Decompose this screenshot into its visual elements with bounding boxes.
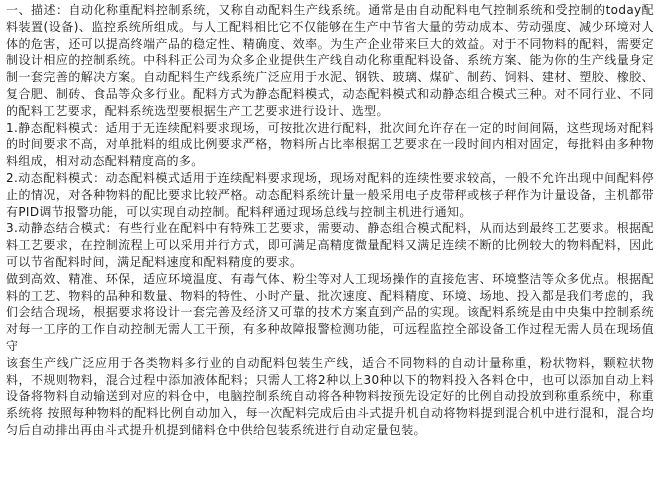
dynamic-mode-paragraph: 2.动态配料模式：动态配料模式适用于连续配料要求现场，现场对配料的连续性要求较高，一般不允许出现中间配料停止的情况，对各种物料的配比要求比较严格。动态配料系统计量一般采用电子皮带秤或核子秤作为计量设备，主机都带有PID调节报警功能，可以实现自动控制。配料秤通过现场总线与控制主机进行通知。 <box>6 170 654 219</box>
application-paragraph: 该套生产线广泛应用于各类物料多行业的自动配料包装生产线，适合不同物料的自动计量称重，粉状物料，颗粒状物料，不规则物料，混合过程中添加液体配料；只需人工将2种以上30种以下的物料投入各料仓中，也可以添加自动上料设备将物料自动输送到对应的料仓中，电脑控制系统自动将各种物料按预先设定好的比例自动投放到称重系统中，称重系统将 按照每种物料的配料比例自动加入，每一次配料完成后由斗式提升机自动将物料提到混合机中进行混和，混合均匀后自动排出再由斗式提升机提到储料仓中供给包装系统进行自动定量包装。 <box>6 355 654 437</box>
combined-mode-paragraph: 3.动静态结合模式：有些行业在配料中有特殊工艺要求，需要动、静态组合模式配料，从而达到最终工艺要求。根据配料工艺要求，在控制流程上可以采用并行方式，即可满足高精度微量配料又满足连续不断的比例较大的物料配料，因此可以节省配料时间，满足配料速度和配料精度的要求。 <box>6 221 654 269</box>
intro-paragraph: 一、描述：自动化称重配料控制系统，又称自动配料生产线系统。通常是由自动配料电气控制系统和受控制的today配料装置(设备)、监控系统所组成。与人工配料相比它不仅能够在生产中节省大量的劳动成本、劳动强度、减少环境对人体的危害，还可以提高终端产品的稳定性、精确度、效率。为生产企业带来巨大的效益。对于不同物料的配料，需要定制设计相应的控制系统。中科科正公司为众多企业提供生产线自动化称重配料设备、系统方案、能为你的生产线量身定制一套完善的解决方案。自动配料生产线系统广泛应用于水泥、钢铁、玻璃、煤矿、制药、饲料、建材、塑胶、橡胶、复合肥、制砖、食品等众多行业。配料方式为静态配料模式，动态配料模式和动静态组合模式三种。对不同行业、不同的配料工艺要求，配料系统选型要根据生产工艺要求进行设计、选型。 <box>6 3 654 118</box>
static-mode-paragraph: 1.静态配料模式：适用于无连续配料要求现场，可按批次进行配料，批次间允许存在一定的时间间隔，这些现场对配料的时间要求不高，对单批料的组成比例要求严格，物料所占比率根据工艺要求在一段时间内相对固定，每批料由多种物料组成，相对动态配料精度高的多。 <box>6 120 654 169</box>
advantages-paragraph: 做到高效、精准、环保，适应环境温度、有毒气体、粉尘等对人工现场操作的直接危害、环境整洁等众多优点。根据配料的工艺、物料的品种和数量、物料的特性、小时产量、批次速度、配料精度、环境、场地、投入都是我们考虑的，我们会结合现场，根据要求将设计一套完善及经济又可靠的技术方案直到产品的实现。该配料系统是由中央集中控制系统对每一工序的工作自动控制无需人工干预，有多种故障报警检测功能，可远程监控全部设备工作过程无需人员在现场值守 <box>6 271 654 353</box>
